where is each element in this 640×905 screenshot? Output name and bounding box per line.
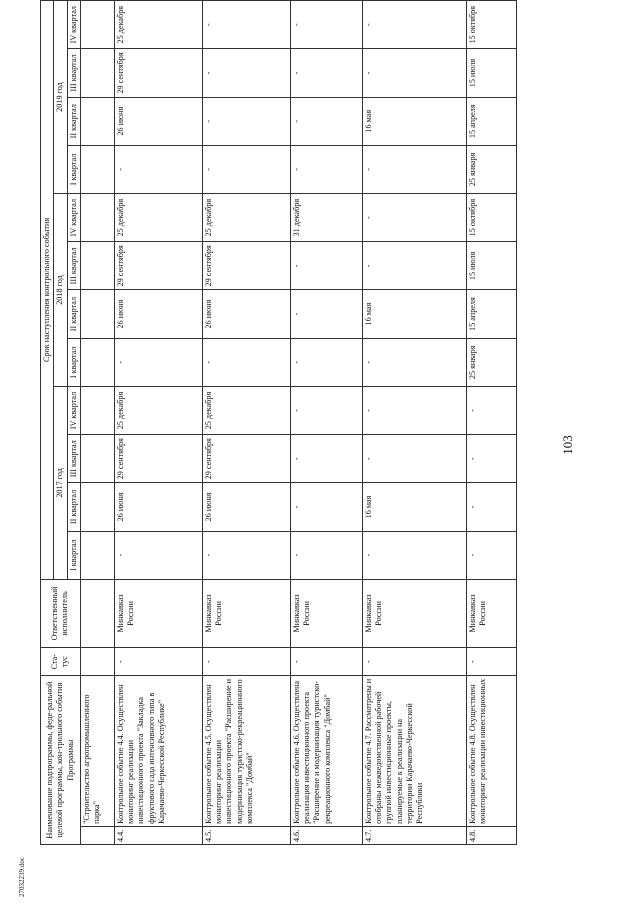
quarter-date-cell: -	[114, 338, 202, 386]
quarter-date-cell: -	[362, 386, 466, 434]
quarter-date-cell: 16 мая	[362, 97, 466, 145]
quarter-date-cell	[80, 1, 114, 49]
quarter-date-cell: 26 июня	[114, 97, 202, 145]
quarter-date-cell: 29 сентября	[114, 435, 202, 483]
quarter-date-cell: 29 сентября	[202, 435, 290, 483]
header-quarter: IV квартал	[67, 194, 80, 242]
header-year-2018: 2018 год	[54, 194, 67, 387]
quarter-date-cell: 15 октября	[466, 194, 516, 242]
row-status	[80, 648, 114, 676]
header-year-2019: 2019 год	[54, 1, 67, 194]
row-executor	[80, 579, 114, 647]
quarter-date-cell: -	[362, 531, 466, 579]
quarter-date-cell: 16 мая	[362, 290, 466, 338]
quarter-date-cell: -	[466, 386, 516, 434]
table-row	[466, 1, 516, 845]
table-row	[114, 1, 202, 845]
row-name: "Строительство агропромышленного парка"	[80, 676, 114, 827]
quarter-date-cell: 25 декабря	[114, 1, 202, 49]
quarter-date-cell: -	[290, 290, 362, 338]
header-quarter: III квартал	[67, 242, 80, 290]
quarter-date-cell: -	[202, 97, 290, 145]
quarter-date-cell: -	[114, 531, 202, 579]
quarter-date-cell: 25 января	[466, 145, 516, 193]
quarter-date-cell: -	[114, 145, 202, 193]
quarter-date-cell: -	[290, 145, 362, 193]
row-name: Контрольное событие 4.7. Рассмотрены и отобраны межведомственной рабочей группой инвестиционные проекты, планируемые к реализации на территории Карачаево-Черкесской Республики	[362, 676, 466, 827]
quarter-date-cell	[80, 194, 114, 242]
row-number: 4.5.	[202, 826, 290, 844]
quarter-date-cell: 15 апреля	[466, 97, 516, 145]
quarter-date-cell: -	[202, 531, 290, 579]
quarter-date-cell: -	[290, 531, 362, 579]
table-row	[80, 1, 114, 845]
quarter-date-cell	[80, 242, 114, 290]
row-number: 4.4.	[114, 826, 202, 844]
row-number: 4.7.	[362, 826, 466, 844]
quarter-date-cell: -	[202, 49, 290, 97]
header-quarter: III квартал	[67, 435, 80, 483]
quarter-date-cell: -	[290, 1, 362, 49]
quarter-date-cell: -	[202, 145, 290, 193]
quarter-date-cell	[80, 531, 114, 579]
document-id: 27032239.doc	[18, 857, 26, 897]
quarter-date-cell	[80, 97, 114, 145]
quarter-date-cell: 25 декабря	[114, 194, 202, 242]
quarter-date-cell	[80, 338, 114, 386]
quarter-date-cell: -	[466, 483, 516, 531]
quarter-date-cell: 29 сентября	[202, 242, 290, 290]
quarter-date-cell: 25 декабря	[202, 194, 290, 242]
quarter-date-cell: -	[290, 483, 362, 531]
header-quarter: I квартал	[67, 338, 80, 386]
header-quarter: II квартал	[67, 97, 80, 145]
header-quarter: I квартал	[67, 531, 80, 579]
header-quarter: IV квартал	[67, 1, 80, 49]
quarter-date-cell: 25 декабря	[114, 386, 202, 434]
row-status: -	[202, 648, 290, 676]
row-executor: Минкавказ России	[202, 579, 290, 647]
quarter-date-cell: 15 июля	[466, 242, 516, 290]
row-number: 4.6.	[290, 826, 362, 844]
row-executor: Минкавказ России	[114, 579, 202, 647]
quarter-date-cell	[80, 386, 114, 434]
header-status: Ста-тус	[41, 648, 81, 676]
quarter-date-cell: -	[290, 435, 362, 483]
quarter-date-cell: -	[362, 145, 466, 193]
row-status: -	[362, 648, 466, 676]
row-number: 4.8.	[466, 826, 516, 844]
row-status: -	[466, 648, 516, 676]
header-row-1	[41, 1, 54, 845]
quarter-date-cell	[80, 483, 114, 531]
row-executor: Минкавказ России	[290, 579, 362, 647]
quarter-date-cell: -	[362, 435, 466, 483]
quarter-date-cell: 25 января	[466, 338, 516, 386]
table-row	[362, 1, 466, 845]
row-name: Контрольное событие 4.8. Осуществлен мониторинг реализации инвестиционных	[466, 676, 516, 827]
quarter-date-cell: 25 декабря	[202, 386, 290, 434]
quarter-date-cell: 26 июня	[114, 290, 202, 338]
quarter-date-cell: 29 сентября	[114, 49, 202, 97]
row-executor: Минкавказ России	[466, 579, 516, 647]
row-name: Контрольное событие 4.5. Осуществлен мониторинг реализации инвестиционного проекта "Расширение и модернизация туристско-рекреационного комплекса "Домбай"	[202, 676, 290, 827]
header-quarter: III квартал	[67, 49, 80, 97]
table-row	[290, 1, 362, 845]
quarter-date-cell: 31 декабря	[290, 194, 362, 242]
quarter-date-cell: -	[362, 1, 466, 49]
header-quarter: II квартал	[67, 483, 80, 531]
quarter-date-cell: -	[362, 242, 466, 290]
quarter-date-cell	[80, 435, 114, 483]
quarter-date-cell: -	[290, 386, 362, 434]
quarter-date-cell: 15 июля	[466, 49, 516, 97]
quarter-date-cell: -	[362, 194, 466, 242]
quarter-date-cell: -	[362, 49, 466, 97]
row-number	[80, 826, 114, 844]
quarter-date-cell: 16 мая	[362, 483, 466, 531]
quarter-date-cell: -	[362, 338, 466, 386]
quarter-date-cell: 15 октября	[466, 1, 516, 49]
header-name: Наименование подпрограммы, феде-ральной целевой программы, кон-трольного события Программы	[41, 676, 81, 845]
control-events-table	[40, 0, 517, 845]
page-number: 103	[560, 435, 575, 455]
quarter-date-cell: -	[202, 1, 290, 49]
row-status: -	[114, 648, 202, 676]
header-quarter: II квартал	[67, 290, 80, 338]
row-status: -	[290, 648, 362, 676]
quarter-date-cell: -	[466, 531, 516, 579]
header-executor: Ответственный исполнитель	[41, 579, 81, 647]
quarter-date-cell: 26 июня	[202, 290, 290, 338]
quarter-date-cell	[80, 290, 114, 338]
header-deadline: Срок наступления контрольного события	[41, 1, 54, 580]
quarter-date-cell	[80, 145, 114, 193]
quarter-date-cell: -	[290, 49, 362, 97]
header-year-2017: 2017 год	[54, 386, 67, 579]
row-executor: Минкавказ России	[362, 579, 466, 647]
header-quarter: I квартал	[67, 145, 80, 193]
quarter-date-cell: -	[290, 338, 362, 386]
table-row	[202, 1, 290, 845]
quarter-date-cell: -	[290, 97, 362, 145]
header-quarter: IV квартал	[67, 386, 80, 434]
quarter-date-cell: 15 апреля	[466, 290, 516, 338]
quarter-date-cell: 29 сентября	[114, 242, 202, 290]
quarter-date-cell: -	[290, 242, 362, 290]
row-name: Контрольное событие 4.6. Осуществлена реализация инвестиционного проекта "Расширение и модернизация туристско-рекреационного комплекса "Домбай"	[290, 676, 362, 827]
quarter-date-cell: 26 июня	[114, 483, 202, 531]
quarter-date-cell: 26 июня	[202, 483, 290, 531]
quarter-date-cell: -	[466, 435, 516, 483]
row-name: Контрольное событие 4.4. Осуществлен мониторинг реализации инвестиционного проекта "Закладка фруктового сада интенсивного типа в Карачаево-Черкесской Республике"	[114, 676, 202, 827]
quarter-date-cell: -	[202, 338, 290, 386]
table-body	[80, 1, 516, 845]
quarter-date-cell	[80, 49, 114, 97]
